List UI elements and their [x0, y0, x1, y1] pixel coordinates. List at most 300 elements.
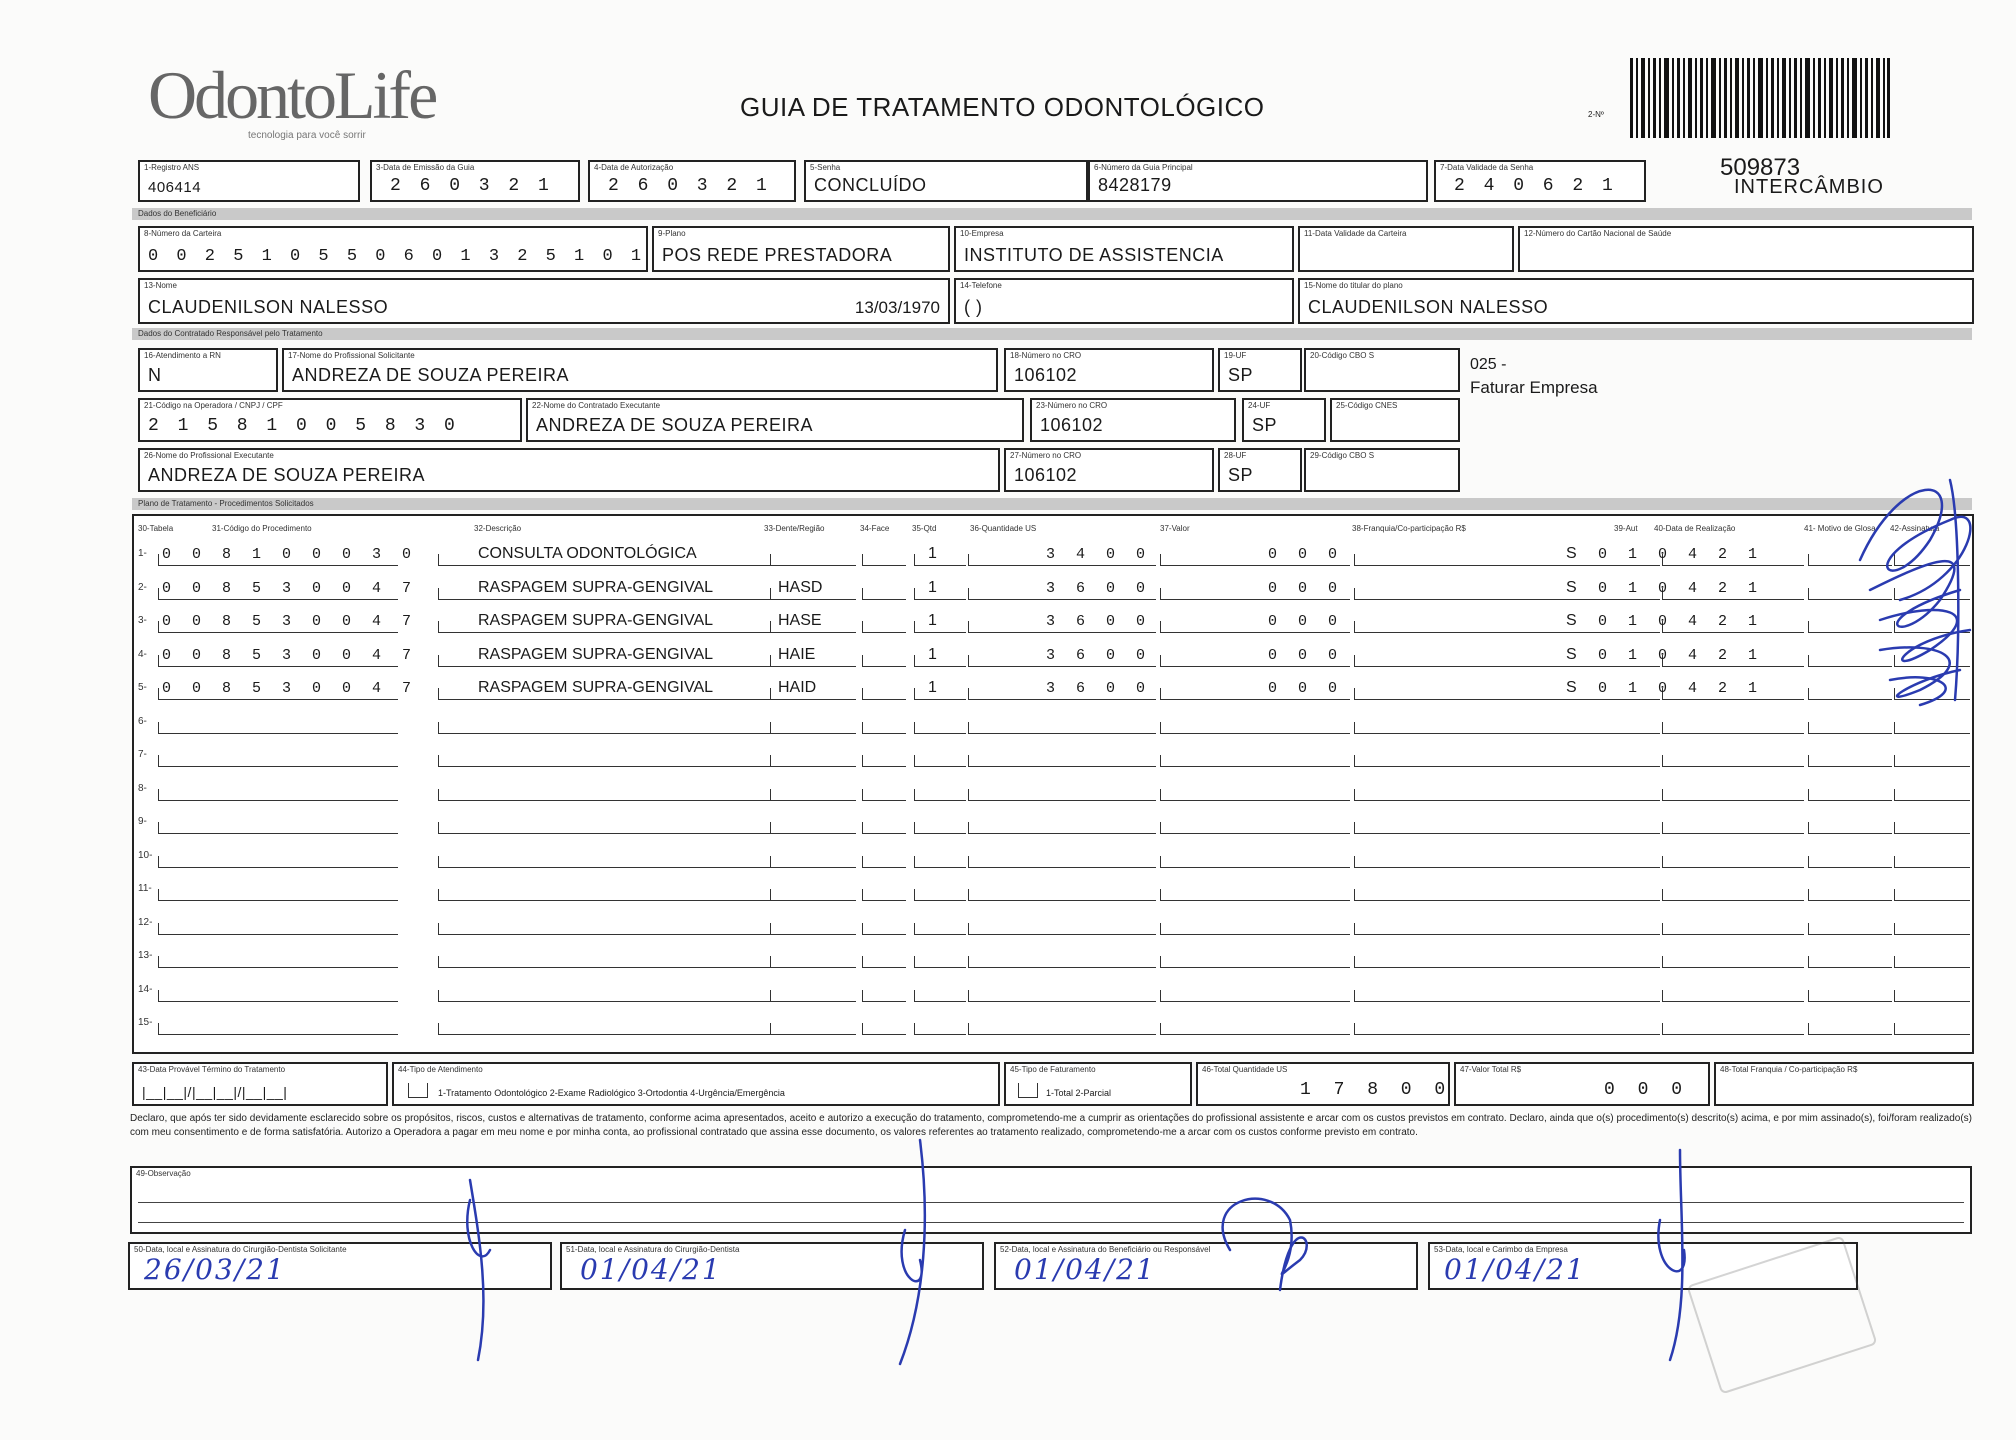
field-label: 13-Nome — [144, 281, 177, 290]
field-label: 46-Total Quantidade US — [1202, 1065, 1288, 1074]
field-previsao — [132, 1062, 388, 1106]
row-cell[interactable] — [770, 923, 856, 935]
table-row — [138, 940, 1968, 968]
row-cell[interactable] — [914, 722, 966, 734]
row-cell[interactable] — [862, 722, 906, 734]
row-cell[interactable] — [968, 956, 1156, 968]
field-titular — [1298, 278, 1974, 324]
procedure-aut: S — [1566, 679, 1577, 696]
row-cell[interactable] — [914, 990, 966, 1002]
row-cell[interactable] — [1160, 822, 1350, 834]
tooth-region: HAIE — [778, 645, 816, 663]
tipo-atendimento-checkbox[interactable] — [408, 1083, 428, 1098]
table-row — [138, 806, 1968, 834]
row-cell[interactable] — [1894, 856, 1970, 868]
row-cell[interactable] — [158, 923, 398, 935]
row-cell[interactable] — [1894, 755, 1970, 767]
row-cell[interactable] — [1354, 822, 1660, 834]
row-cell[interactable] — [914, 856, 966, 868]
observacao-line-2 — [138, 1222, 1964, 1223]
logo-text: OdontoLife — [148, 57, 436, 133]
procedure-description: CONSULTA ODONTOLÓGICA — [478, 545, 697, 562]
field-value: 406414 — [148, 179, 202, 196]
field-cbo-executante — [1304, 448, 1460, 492]
row-cell[interactable] — [1894, 889, 1970, 901]
row-cell[interactable] — [914, 923, 966, 935]
table-row — [138, 639, 1968, 667]
row-cell[interactable] — [862, 856, 906, 868]
field-value: INSTITUTO DE ASSISTENCIA — [964, 245, 1224, 265]
row-cell[interactable] — [914, 822, 966, 834]
field-guia-principal — [1088, 160, 1428, 202]
row-cell[interactable] — [1354, 722, 1660, 734]
row-cell[interactable] — [1808, 755, 1892, 767]
row-cell[interactable] — [1808, 621, 1892, 633]
field-value: CONCLUÍDO — [814, 175, 927, 195]
row-cell[interactable] — [1894, 554, 1970, 566]
row-cell[interactable] — [1160, 789, 1350, 801]
field-validade-carteira — [1298, 226, 1514, 272]
procedure-qty: 1 — [928, 545, 937, 562]
field-label: 47-Valor Total R$ — [1460, 1065, 1522, 1074]
field-cnes — [1330, 398, 1460, 442]
procedure-qty: 1 — [928, 679, 937, 696]
row-cell[interactable] — [914, 554, 966, 566]
row-cell[interactable] — [1662, 1023, 1804, 1035]
row-cell[interactable] — [438, 990, 778, 1002]
row-cell[interactable] — [1160, 956, 1350, 968]
field-value: ANDREZA DE SOUZA PEREIRA — [536, 415, 814, 435]
row-cell[interactable] — [1354, 990, 1660, 1002]
row-cell[interactable] — [770, 889, 856, 901]
barcode — [1630, 58, 1890, 138]
row-cell[interactable] — [1808, 789, 1892, 801]
guide-number: 509873 — [1720, 154, 1801, 181]
row-cell[interactable] — [1894, 923, 1970, 935]
field-value: ANDREZA DE SOUZA PEREIRA — [148, 465, 426, 485]
row-cell[interactable] — [1894, 789, 1970, 801]
field-atendimento-rn — [138, 348, 278, 392]
table-row — [138, 538, 1968, 566]
row-cell[interactable] — [438, 856, 778, 868]
row-number: 5- — [138, 682, 147, 693]
row-cell[interactable] — [1894, 990, 1970, 1002]
field-label: 23-Número no CRO — [1036, 401, 1108, 410]
table-row — [138, 672, 1968, 700]
row-cell[interactable] — [1894, 722, 1970, 734]
field-nome — [138, 278, 950, 324]
row-number: 12- — [138, 916, 153, 928]
field-uf-contratado — [1242, 398, 1326, 442]
table-row — [138, 873, 1968, 901]
row-cell[interactable] — [438, 789, 778, 801]
row-cell[interactable] — [1808, 1023, 1892, 1035]
field-cbo-solicitante — [1304, 348, 1460, 392]
field-cro-executante — [1004, 448, 1214, 492]
row-cell[interactable] — [968, 990, 1156, 1002]
row-cell[interactable] — [770, 1023, 856, 1035]
row-cell[interactable] — [1894, 588, 1970, 600]
column-header: 33-Dente/Região — [764, 524, 825, 533]
procedure-valor: 0 0 0 — [1268, 613, 1344, 630]
row-cell[interactable] — [1160, 889, 1350, 901]
row-cell[interactable] — [1662, 722, 1804, 734]
row-cell[interactable] — [862, 990, 906, 1002]
row-cell[interactable] — [914, 621, 966, 633]
field-label: 52-Data, local e Assinatura do Beneficiário ou Responsável — [1000, 1245, 1211, 1254]
row-cell[interactable] — [438, 755, 778, 767]
row-cell[interactable] — [1662, 956, 1804, 968]
field-label: 3-Data de Emissão da Guia — [376, 163, 475, 172]
row-cell[interactable] — [914, 956, 966, 968]
field-value: 2 4 0 6 2 1 — [1454, 176, 1617, 196]
row-cell[interactable] — [1894, 822, 1970, 834]
row-cell[interactable] — [158, 990, 398, 1002]
field-label: 17-Nome do Profissional Solicitante — [288, 351, 415, 360]
row-cell[interactable] — [862, 655, 906, 667]
row-cell[interactable] — [1808, 722, 1892, 734]
row-cell[interactable] — [1160, 990, 1350, 1002]
row-cell[interactable] — [968, 923, 1156, 935]
field-value: 106102 — [1014, 365, 1078, 385]
field-value: 106102 — [1014, 465, 1078, 485]
procedure-qty: 1 — [928, 578, 937, 596]
row-cell[interactable] — [1662, 789, 1804, 801]
column-header: 39-Aut — [1614, 524, 1638, 533]
table-row — [138, 706, 1968, 734]
field-value: 2 6 0 3 2 1 — [608, 176, 771, 196]
row-cell[interactable] — [968, 789, 1156, 801]
row-cell[interactable] — [1354, 856, 1660, 868]
field-value: 0 0 2 5 1 0 5 5 0 6 0 1 3 2 5 1 0 1 — [148, 247, 646, 266]
column-headers — [134, 524, 1972, 536]
row-cell[interactable] — [1894, 621, 1970, 633]
field-numero-carteira — [138, 226, 648, 272]
logo — [148, 57, 436, 150]
field-label: 51-Data, local e Assinatura do Cirurgião-Dentista — [566, 1245, 740, 1254]
procedure-aut: S — [1566, 545, 1577, 562]
row-cell[interactable] — [914, 755, 966, 767]
field-validade-senha — [1434, 160, 1646, 202]
signature-date: 01/04/21 — [1444, 1253, 1586, 1286]
table-row — [138, 907, 1968, 935]
field-label: 53-Data, local e Carimbo da Empresa — [1434, 1245, 1568, 1254]
field-value: CLAUDENILSON NALESSO — [148, 297, 389, 317]
field-label: 24-UF — [1248, 401, 1271, 410]
row-cell[interactable] — [1808, 655, 1892, 667]
row-number: 11- — [138, 883, 152, 894]
field-label: 9-Plano — [658, 229, 686, 238]
field-label: 12-Número do Cartão Nacional de Saúde — [1524, 229, 1672, 238]
row-cell[interactable] — [1354, 956, 1660, 968]
row-cell[interactable] — [1894, 655, 1970, 667]
row-cell[interactable] — [1160, 722, 1350, 734]
field-cartao-nacional — [1518, 226, 1974, 272]
row-cell[interactable] — [1662, 856, 1804, 868]
column-header: 41- Motivo de Glosa — [1804, 524, 1876, 533]
field-label: 48-Total Franquia / Co-participação R$ — [1720, 1065, 1858, 1074]
row-cell[interactable] — [770, 554, 856, 566]
procedure-qty: 1 — [928, 645, 937, 663]
field-label: 4-Data de Autorização — [594, 163, 674, 172]
row-cell[interactable] — [438, 822, 778, 834]
field-contratado-executante — [526, 398, 1024, 442]
declaration-text: Declaro, que após ter sido devidamente esclarecido sobre os propósitos, riscos, custos e alternativas de tratamento, conforme acima apresentados, aceito e autorizo a execução do tratamento, comprometendo-me a cumprir as orientações do profissional assistente e arcar com os custos previstos em contrato. Declaro, ainda que o(s) procedimento(s) descrito(s) acima, e por mim assinado(s), foi/foram realizado(s) com meu consentimento e de forma satisfatória. Autorizo a Operadora a pagar em meu nome e por minha conta, ao profissional contratado que assina esse documento, os valores referentes ao tratamento realizado, comprometendo-me a arcar com os custos conforme previsto em contrato. — [130, 1113, 1972, 1138]
row-cell[interactable] — [438, 722, 778, 734]
field-label: 20-Código CBO S — [1310, 351, 1375, 360]
field-label: 1-Registro ANS — [144, 163, 200, 172]
field-total-us — [1196, 1062, 1450, 1106]
column-header: 37-Valor — [1160, 524, 1190, 533]
row-cell[interactable] — [914, 789, 966, 801]
tipo-atendimento-options: 1-Tratamento Odontológico 2-Exame Radiológico 3-Ortodontia 4-Urgência/Emergência — [438, 1088, 785, 1098]
row-cell[interactable] — [1160, 923, 1350, 935]
row-cell[interactable] — [862, 688, 906, 700]
row-cell[interactable] — [862, 1023, 906, 1035]
procedure-description: RASPAGEM SUPRA-GENGIVAL — [478, 679, 714, 696]
procedure-aut: S — [1566, 612, 1577, 629]
row-cell[interactable] — [1894, 956, 1970, 968]
row-number: 1- — [138, 548, 147, 559]
row-cell[interactable] — [158, 822, 398, 834]
guide-type: INTERCÂMBIO — [1734, 176, 1884, 198]
observacao-line-1 — [138, 1202, 1964, 1203]
row-cell[interactable] — [914, 889, 966, 901]
field-label: 10-Empresa — [960, 229, 1004, 238]
procedure-date: 0 1 0 4 2 1 — [1598, 546, 1764, 563]
row-cell[interactable] — [1354, 1023, 1660, 1035]
column-header: 34-Face — [860, 524, 890, 533]
field-value: CLAUDENILSON NALESSO — [1308, 297, 1549, 317]
field-label: 14-Telefone — [960, 281, 1002, 290]
table-row — [138, 572, 1968, 600]
field-label: 45-Tipo de Faturamento — [1010, 1065, 1096, 1074]
table-row — [138, 739, 1968, 767]
field-label: 16-Atendimento a RN — [144, 351, 221, 360]
row-cell[interactable] — [914, 688, 966, 700]
section-contratado: Dados do Contratado Responsável pelo Tratamento — [132, 328, 1972, 340]
field-data-autorizacao — [588, 160, 796, 202]
row-cell[interactable] — [1808, 923, 1892, 935]
row-cell[interactable] — [1808, 822, 1892, 834]
row-cell[interactable] — [1808, 990, 1892, 1002]
field-value: N — [148, 365, 162, 385]
row-cell[interactable] — [968, 1023, 1156, 1035]
row-cell[interactable] — [770, 755, 856, 767]
field-value: 106102 — [1040, 415, 1104, 435]
row-cell[interactable] — [438, 923, 778, 935]
field-label: 28-UF — [1224, 451, 1247, 460]
field-label: 27-Número no CRO — [1010, 451, 1082, 460]
row-number: 8- — [138, 782, 147, 794]
row-cell[interactable] — [770, 990, 856, 1002]
row-cell[interactable] — [862, 822, 906, 834]
row-cell[interactable] — [158, 722, 398, 734]
row-cell[interactable] — [1662, 822, 1804, 834]
column-header: 40-Data de Realização — [1654, 524, 1736, 533]
procedure-code: 0 0 8 5 3 0 0 4 7 — [162, 680, 418, 697]
row-number: 13- — [138, 950, 153, 961]
row-cell[interactable] — [1808, 856, 1892, 868]
row-cell[interactable] — [1662, 889, 1804, 901]
field-tipo-atendimento — [392, 1062, 1000, 1106]
row-cell[interactable] — [968, 755, 1156, 767]
field-value: ANDREZA DE SOUZA PEREIRA — [292, 365, 570, 385]
row-cell[interactable] — [770, 789, 856, 801]
row-cell[interactable] — [968, 856, 1156, 868]
column-header: 38-Franquia/Co-participação R$ — [1352, 524, 1466, 533]
field-label: 18-Número no CRO — [1010, 351, 1082, 360]
field-registro-ans — [138, 160, 360, 202]
row-cell[interactable] — [1894, 1023, 1970, 1035]
row-cell[interactable] — [862, 923, 906, 935]
row-cell[interactable] — [1354, 923, 1660, 935]
field-value: 1 7 8 0 0 — [1300, 1080, 1452, 1100]
row-cell[interactable] — [1808, 688, 1892, 700]
row-cell[interactable] — [862, 889, 906, 901]
field-value: 8428179 — [1098, 175, 1172, 195]
row-cell[interactable] — [770, 822, 856, 834]
row-cell[interactable] — [968, 722, 1156, 734]
field-birthdate: 13/03/1970 — [854, 298, 940, 317]
row-cell[interactable] — [438, 1023, 778, 1035]
guide-number-label: 2-Nº — [1588, 110, 1604, 119]
field-label: 6-Número da Guia Principal — [1094, 163, 1193, 172]
field-observacao — [130, 1166, 1972, 1234]
faturamento-options: 1-Total 2-Parcial — [1046, 1088, 1112, 1098]
field-prof-executante — [138, 448, 1000, 492]
signature-date: 01/04/21 — [580, 1253, 722, 1286]
row-cell[interactable] — [1662, 755, 1804, 767]
procedure-us: 3 6 0 0 — [1046, 579, 1152, 597]
row-cell[interactable] — [1808, 956, 1892, 968]
row-cell[interactable] — [914, 655, 966, 667]
row-cell[interactable] — [158, 956, 398, 968]
signature-date: 01/04/21 — [1014, 1253, 1156, 1286]
column-header: 36-Quantidade US — [970, 524, 1037, 533]
barcode-graphic — [1630, 58, 1890, 138]
field-value: 2 1 5 8 1 0 0 5 8 3 0 — [148, 416, 459, 436]
row-cell[interactable] — [1662, 923, 1804, 935]
field-label: 25-Código CNES — [1336, 401, 1398, 410]
table-row — [138, 1007, 1968, 1035]
row-cell[interactable] — [968, 822, 1156, 834]
field-value: |__|__|/|__|__|/|__|__| — [142, 1084, 288, 1100]
field-plano — [652, 226, 950, 272]
field-label: 7-Data Validade da Senha — [1440, 163, 1534, 172]
row-cell[interactable] — [770, 722, 856, 734]
section-plano: Plano de Tratamento - Procedimentos Solicitados — [132, 498, 1972, 510]
field-telefone — [954, 278, 1294, 324]
field-label: 21-Código na Operadora / CNPJ / CPF — [144, 401, 283, 410]
procedure-description: RASPAGEM SUPRA-GENGIVAL — [478, 612, 714, 629]
row-number: 7- — [138, 749, 147, 760]
procedure-date: 0 1 0 4 2 1 — [1598, 646, 1764, 664]
row-cell[interactable] — [1662, 990, 1804, 1002]
row-cell[interactable] — [1894, 688, 1970, 700]
column-header: 32-Descrição — [474, 524, 522, 533]
row-cell[interactable] — [1808, 889, 1892, 901]
procedure-aut: S — [1566, 645, 1577, 663]
row-cell[interactable] — [1808, 554, 1892, 566]
field-faturamento — [1004, 1062, 1192, 1106]
row-cell[interactable] — [1160, 755, 1350, 767]
row-cell[interactable] — [770, 956, 856, 968]
row-cell[interactable] — [158, 1023, 398, 1035]
field-label: 5-Senha — [810, 163, 841, 172]
logo-tagline: tecnologia para você sorrir — [248, 130, 366, 141]
field-value: POS REDE PRESTADORA — [662, 245, 893, 265]
procedure-description: RASPAGEM SUPRA-GENGIVAL — [478, 645, 714, 663]
column-header: 42-Assinatura — [1890, 524, 1940, 533]
procedure-us: 3 4 0 0 — [1046, 546, 1152, 563]
row-cell[interactable] — [1354, 789, 1660, 801]
row-cell[interactable] — [862, 588, 906, 600]
procedure-qty: 1 — [928, 612, 937, 629]
row-cell[interactable] — [1160, 1023, 1350, 1035]
faturamento-checkbox[interactable] — [1018, 1083, 1038, 1098]
field-label: 11-Data Validade da Carteira — [1304, 229, 1407, 238]
row-cell[interactable] — [438, 889, 778, 901]
field-codigo-operadora — [138, 398, 522, 442]
procedure-date: 0 1 0 4 2 1 — [1598, 613, 1764, 630]
row-cell[interactable] — [158, 889, 398, 901]
row-number: 3- — [138, 615, 147, 626]
row-cell[interactable] — [158, 789, 398, 801]
row-cell[interactable] — [968, 889, 1156, 901]
row-cell[interactable] — [862, 789, 906, 801]
table-row — [138, 773, 1968, 801]
row-cell[interactable] — [862, 554, 906, 566]
field-prof-solicitante — [282, 348, 998, 392]
field-value: 2 6 0 3 2 1 — [390, 176, 553, 196]
row-cell[interactable] — [1354, 755, 1660, 767]
field-value: SP — [1252, 415, 1278, 435]
row-cell[interactable] — [862, 956, 906, 968]
field-value: 0 0 0 — [1604, 1080, 1689, 1100]
row-number: 6- — [138, 715, 147, 727]
row-cell[interactable] — [914, 588, 966, 600]
row-cell[interactable] — [1808, 588, 1892, 600]
field-label: 49-Observação — [136, 1169, 191, 1178]
field-label: 29-Código CBO S — [1310, 451, 1375, 460]
procedure-code: 0 0 8 5 3 0 0 4 7 — [162, 579, 418, 597]
table-row — [138, 840, 1968, 868]
procedure-valor: 0 0 0 — [1268, 646, 1344, 664]
signature-box-solicitante — [128, 1242, 552, 1290]
row-cell[interactable] — [862, 755, 906, 767]
row-cell[interactable] — [1354, 889, 1660, 901]
row-cell[interactable] — [862, 621, 906, 633]
row-cell[interactable] — [438, 956, 778, 968]
field-uf-executante — [1218, 448, 1302, 492]
row-number: 15- — [138, 1017, 153, 1028]
row-number: 2- — [138, 581, 147, 593]
row-cell[interactable] — [770, 856, 856, 868]
procedure-us: 3 6 0 0 — [1046, 646, 1152, 664]
row-cell[interactable] — [914, 1023, 966, 1035]
row-cell[interactable] — [158, 755, 398, 767]
table-row — [138, 974, 1968, 1002]
tooth-region: HASE — [778, 612, 822, 629]
row-cell[interactable] — [1160, 856, 1350, 868]
row-number: 4- — [138, 648, 147, 660]
column-header: 35-Qtd — [912, 524, 937, 533]
row-cell[interactable] — [158, 856, 398, 868]
field-label: 19-UF — [1224, 351, 1247, 360]
field-label: 50-Data, local e Assinatura do Cirurgião-Dentista Solicitante — [134, 1245, 347, 1254]
procedure-description: RASPAGEM SUPRA-GENGIVAL — [478, 578, 714, 596]
